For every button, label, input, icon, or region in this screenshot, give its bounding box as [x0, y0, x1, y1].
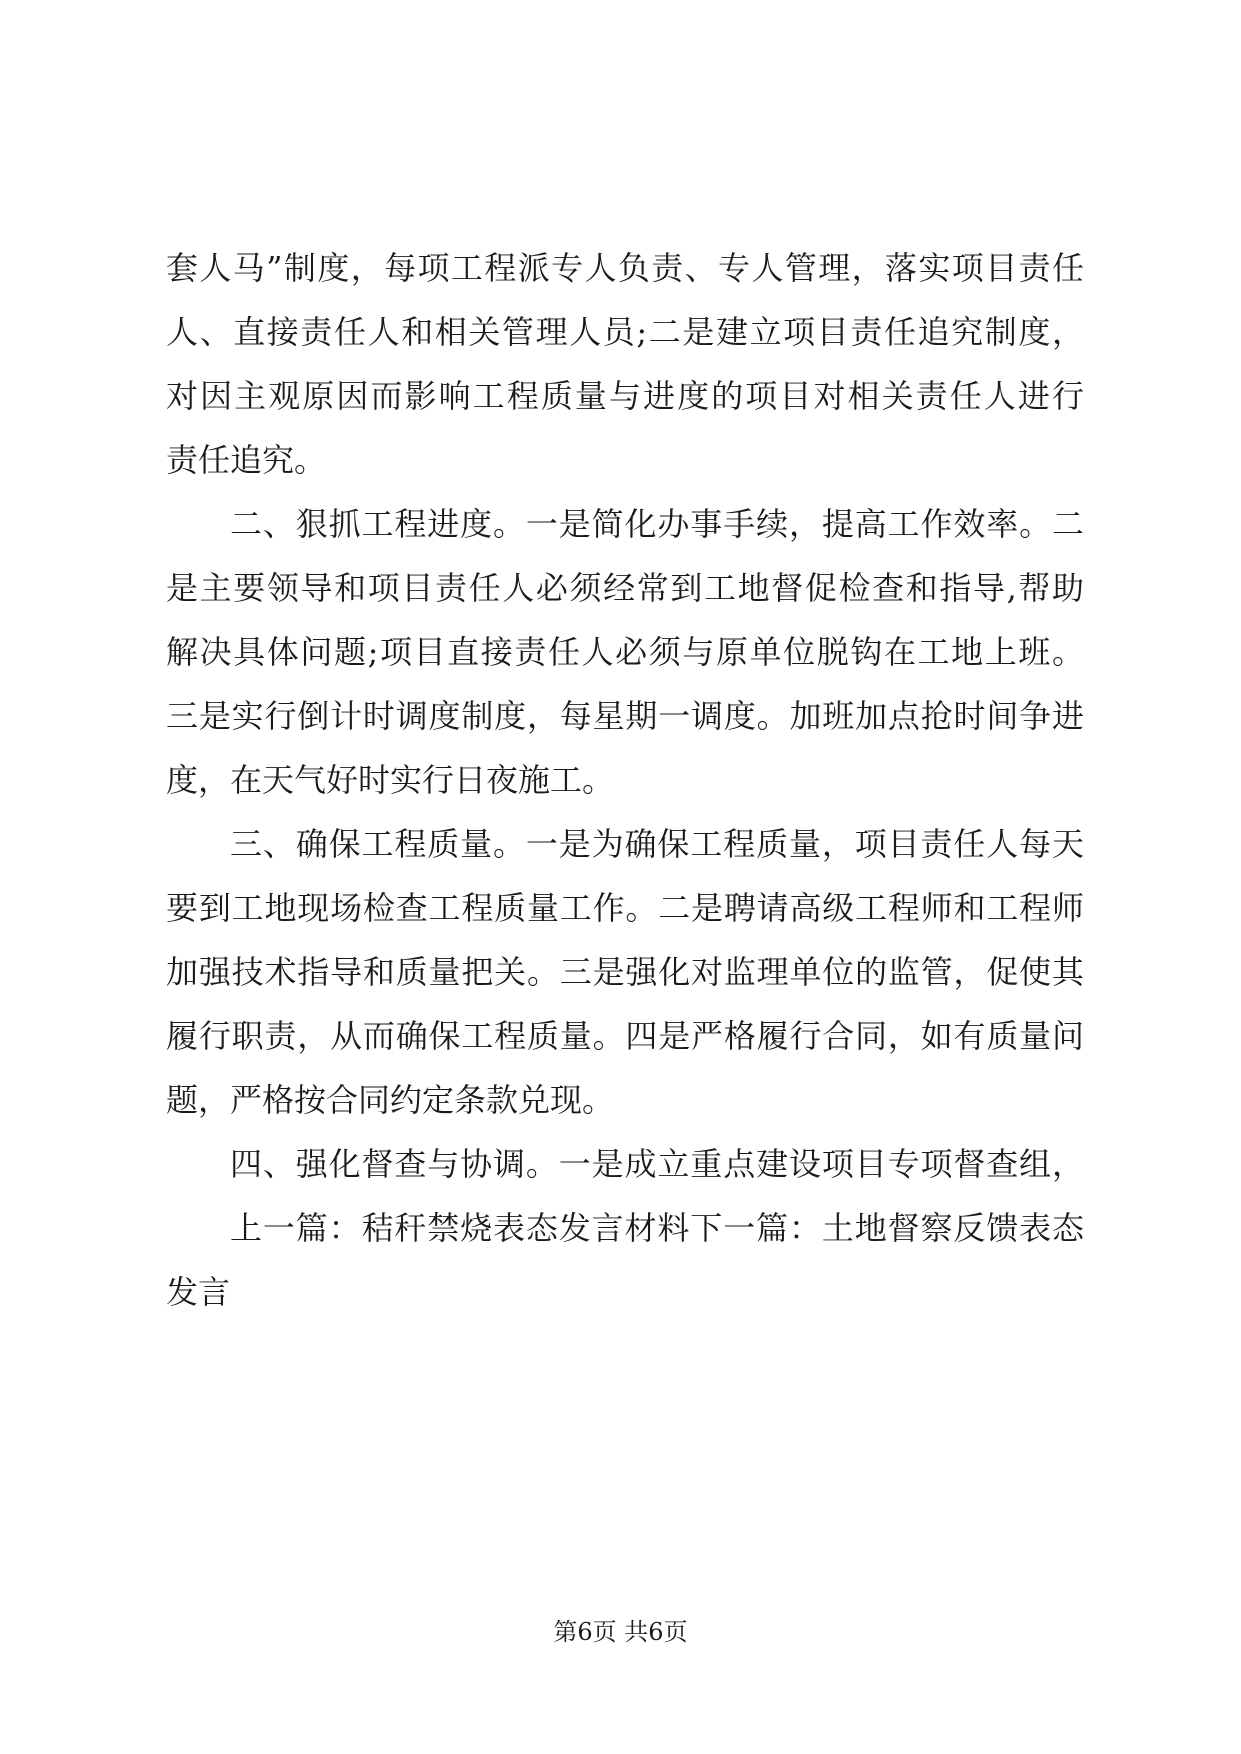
text-line: 三、确保工程质量。一是为确保工程质量，项目责任人每天 — [230, 825, 1084, 863]
text-line: 套人马”制度，每项工程派专人负责、专人管理，落实项目责任 — [166, 249, 1084, 287]
text-line: 要到工地现场检查工程质量工作。二是聘请高级工程师和工程师 — [166, 889, 1084, 927]
text-line: 人、直接责任人和相关管理人员;二是建立项目责任追究制度， — [166, 313, 1084, 351]
text-line: 履行职责，从而确保工程质量。四是严格履行合同，如有质量问 — [166, 1017, 1084, 1055]
text-line: 二、狠抓工程进度。一是简化办事手续，提高工作效率。二 — [230, 505, 1084, 543]
text-line: 四、强化督查与协调。一是成立重点建设项目专项督查组， — [230, 1145, 1084, 1183]
text-line: 发言 — [166, 1273, 231, 1311]
text-line: 题，严格按合同约定条款兑现。 — [166, 1081, 615, 1119]
text-line: 度，在天气好时实行日夜施工。 — [166, 761, 615, 799]
page-number-footer: 第6页 共6页 — [553, 1618, 688, 1646]
text-line: 加强技术指导和质量把关。三是强化对监理单位的监管，促使其 — [166, 953, 1084, 991]
text-line: 是主要领导和项目责任人必须经常到工地督促检查和指导,帮助 — [166, 569, 1084, 607]
prev-next-links[interactable]: 上一篇：秸秆禁烧表态发言材料下一篇：土地督察反馈表态 — [230, 1209, 1084, 1247]
document-body — [166, 236, 1084, 1324]
text-line: 三是实行倒计时调度制度，每星期一调度。加班加点抢时间争进 — [166, 697, 1084, 735]
text-line: 对因主观原因而影响工程质量与进度的项目对相关责任人进行 — [166, 377, 1084, 415]
text-line: 解决具体问题;项目直接责任人必须与原单位脱钩在工地上班。 — [166, 633, 1084, 671]
text-line: 责任追究。 — [166, 441, 327, 479]
